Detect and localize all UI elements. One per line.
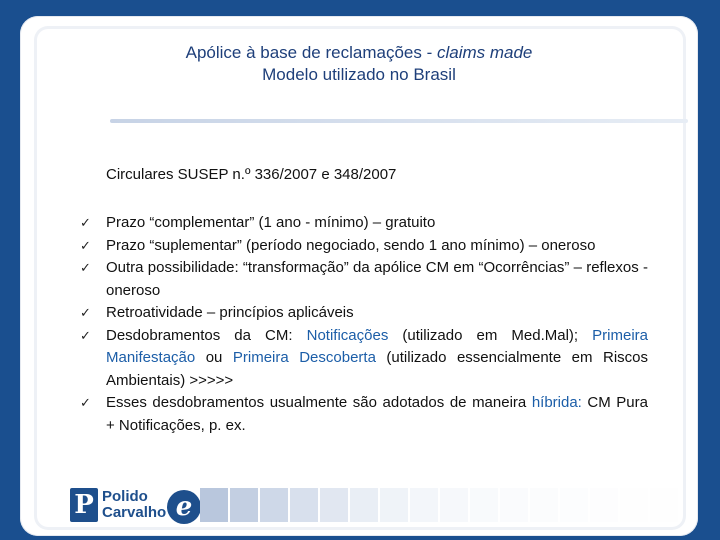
- strip-block: [530, 488, 558, 522]
- strip-block: [650, 488, 678, 522]
- checkmark-icon: ✓: [80, 237, 91, 253]
- company-logo-text: [102, 489, 166, 521]
- bullet-text-part: (utilizado em Med.Mal);: [388, 326, 593, 344]
- strip-block: [410, 488, 438, 522]
- strip-block: [380, 488, 408, 522]
- strip-block: [620, 488, 648, 522]
- title-line-2: Modelo utilizado no Brasil: [262, 65, 456, 84]
- bullet-item: [80, 212, 648, 235]
- subtitle: Circulares SUSEP n.º 336/2007 e 348/2007: [106, 166, 397, 183]
- bullet-text-part: Desdobramentos da CM:: [106, 326, 307, 344]
- highlight-primeira-descoberta: Primeira Descoberta: [232, 349, 376, 366]
- checkmark-icon: ✓: [80, 215, 91, 230]
- checkmark-icon: ✓: [80, 327, 91, 343]
- checkmark-icon: ✓: [80, 305, 91, 320]
- bullet-item: [80, 302, 648, 325]
- strip-block: [290, 488, 318, 522]
- bullet-text-part: ou: [195, 349, 233, 366]
- bullet-list: [80, 212, 648, 437]
- logo-e-icon: e: [167, 490, 201, 524]
- bullet-text: Retroatividade – princípios aplicáveis: [106, 304, 354, 321]
- strip-block: [320, 488, 348, 522]
- title-divider: [110, 119, 688, 123]
- strip-block: [350, 488, 378, 522]
- bullet-text: [106, 327, 648, 389]
- title-line-1: [20, 42, 698, 64]
- checkmark-icon: ✓: [80, 260, 91, 275]
- strip-block: [260, 488, 288, 522]
- highlight-hibrida: híbrida:: [531, 394, 582, 411]
- bullet-text-part: Esses desdobramentos usualmente são adotados de maneira: [106, 394, 532, 411]
- highlight-primeira-manifestacao: Primeira Manifestação: [106, 326, 648, 366]
- slide: [20, 16, 698, 536]
- bullet-item: [80, 325, 648, 393]
- polido-carvalho-logo-icon: P: [70, 488, 98, 522]
- bullet-text: Prazo “suplementar” (período negociado, sendo 1 ano mínimo) – oneroso: [106, 236, 596, 254]
- checkmark-icon: ✓: [80, 395, 91, 410]
- logo-line-2: Carvalho: [102, 504, 167, 521]
- strip-block: [440, 488, 468, 522]
- strip-block: [590, 488, 618, 522]
- highlight-notificacoes: Notificações: [306, 326, 389, 344]
- bullet-item: [80, 235, 648, 258]
- slide-title: [20, 42, 698, 86]
- strip-block: [470, 488, 498, 522]
- footer: [20, 476, 698, 536]
- bullet-text-part: CM Pura + Notificações, p. ex.: [106, 394, 648, 434]
- bullet-item: [80, 257, 648, 302]
- strip-block: [230, 488, 258, 522]
- bullet-text: Prazo “complementar” (1 ano - mínimo) – gratuito: [106, 214, 436, 231]
- strip-block: [500, 488, 528, 522]
- logo-line-1: Polido: [102, 488, 148, 505]
- strip-block: [560, 488, 588, 522]
- bullet-text: Outra possibilidade: “transformação” da apólice CM em “Ocorrências” – reflexos - oneroso: [106, 259, 648, 299]
- bullet-text-part: (utilizado essencialmente em Riscos Ambientais) >>>>>: [106, 349, 648, 389]
- title-line-1-italic: claims made: [436, 43, 533, 62]
- decorative-gradient-strip: [200, 488, 678, 522]
- bullet-text: [106, 394, 648, 434]
- title-line-1-prefix: Apólice à base de reclamações -: [185, 43, 437, 62]
- strip-block: [200, 488, 228, 522]
- bullet-item: [80, 392, 648, 437]
